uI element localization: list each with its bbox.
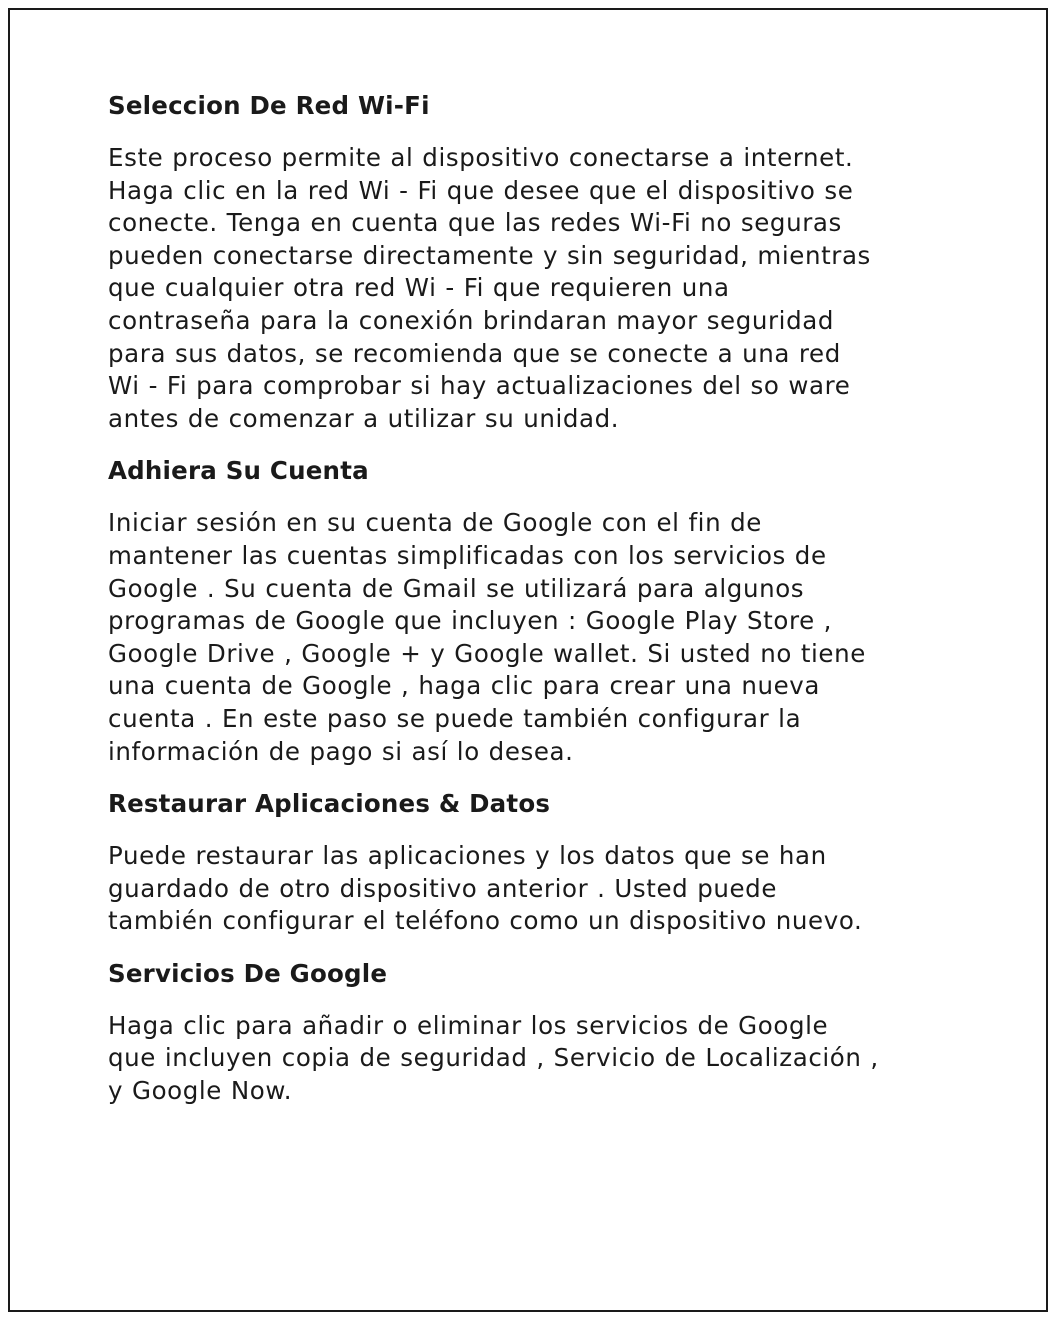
section-wifi-selection [108,88,988,435]
text-line: guardado de otro dispositivo anterior . Usted puede [108,873,777,903]
section-title: Adhiera Su Cuenta [108,456,369,486]
text-line: información de pago si así lo desea. [108,736,574,766]
section-body [108,1010,988,1108]
section-add-account [108,453,988,768]
text-line: Iniciar sesión en su cuenta de Google con el fin de [108,508,762,538]
section-body [108,840,988,938]
text-line: Haga clic en la red Wi - Fi que desee que el dispositivo se [108,175,854,205]
text-line: conecte. Tenga en cuenta que las redes Wi-Fi no seguras [108,208,842,238]
text-line: Este proceso permite al dispositivo conectarse a internet. [108,143,854,172]
text-line: antes de comenzar a utilizar su unidad. [108,403,620,433]
text-line: para sus datos, se recomienda que se conecte a una red [108,338,841,368]
text-line: Haga clic para añadir o eliminar los servicios de Google [108,1010,829,1040]
text-line: Google Drive , Google + y Google wallet. Si usted no tiene [108,638,866,668]
text-line: también configurar el teléfono como un dispositivo nuevo. [108,906,863,936]
section-body [108,507,988,768]
text-line: cuenta . En este paso se puede también configurar la [108,703,802,733]
text-line: programas de Google que incluyen : Google Play Store , [108,606,833,636]
text-line: Wi - Fi para comprobar si hay actualizaciones del so ware [108,371,851,401]
text-line: una cuenta de Google , haga clic para crear una nueva [108,671,820,701]
section-body [108,142,988,435]
text-line: que incluyen copia de seguridad , Servicio de Localización , [108,1043,879,1073]
document-content [108,88,988,1126]
text-line: Google . Su cuenta de Gmail se utilizará para algunos [108,573,805,603]
text-line: y Google Now. [108,1076,293,1106]
text-line: que cualquier otra red Wi - Fi que requieren una [108,273,730,303]
text-line: pueden conectarse directamente y sin seguridad, mientras [108,240,871,270]
section-title: Restaurar Aplicaciones & Datos [108,789,551,819]
text-line: mantener las cuentas simplificadas con los servicios de [108,540,827,570]
section-title: Seleccion De Red Wi-Fi [108,91,430,120]
section-restore-apps [108,786,988,938]
section-title: Servicios De Google [108,958,388,988]
text-line: contraseña para la conexión brindaran mayor seguridad [108,305,835,335]
section-google-services [108,956,988,1108]
text-line: Puede restaurar las aplicaciones y los datos que se han [108,841,827,871]
